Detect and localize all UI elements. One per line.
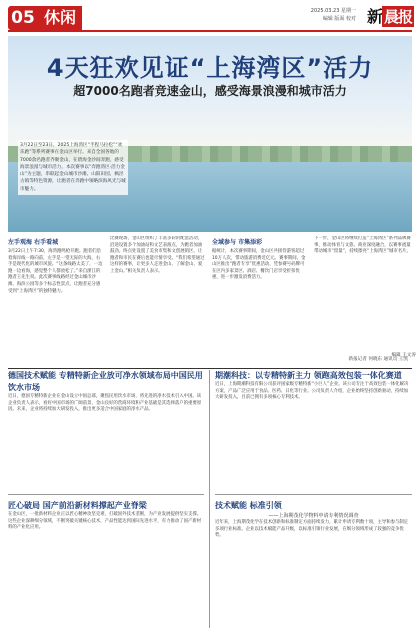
article-3-title: 匠心破局 国产前沿新材料撑起产业脊梁 xyxy=(8,501,147,510)
article-3 xyxy=(8,500,204,628)
lead-column-1 xyxy=(8,236,104,364)
masthead-badge: 晨报 xyxy=(383,8,412,26)
lead-subheading-1: 左手观海 右手看城 xyxy=(8,239,59,246)
article-1 xyxy=(8,370,204,486)
article-3-body: 在金山区，一批新材料企业正以匠心精神攻坚克难，打破国外技术垄断，为产业发展提供坚实支撑。这些企业深耕细分领域，不断突破关键核心技术，产品性能达到国际先进水平，有力推动了国产新材料的产业化应用。 xyxy=(8,512,202,531)
page-number: 05 xyxy=(8,6,38,30)
article-2-body: 近日，上海期潮科技有限公司获评国家级专精特新“小巨人”企业。该公司专注于高效包装一体化解决方案，产品广泛应用于食品、医药、日化等行业。公司负责人介绍，企业始终坚持创新驱动，持续加大研发投入，目前已拥有多项核心专利技术。 xyxy=(215,382,409,401)
column-divider xyxy=(209,370,210,628)
masthead-text: 新 xyxy=(366,7,382,26)
article-2 xyxy=(215,370,412,490)
article-divider-right xyxy=(215,494,412,495)
lead-byline: 新报记者 何晓东 通讯员 王凯 xyxy=(348,357,408,362)
lead-column-3 xyxy=(212,236,308,364)
editor-note: 编辑 王文涛 xyxy=(391,353,416,358)
lead-column-3-text: 据统计，本次赛事期间，金山区共接待游客超过10万人次，带动旅游消费近亿元。赛事期间，金山区推出“跑者专享”优惠活动，凭参赛号码牌可在区内多家景区、酒店、餐饮门店享受折扣优惠，进一步激发消费活力。 xyxy=(212,249,306,281)
date-line: 2025.03.23 星期一 xyxy=(310,8,356,14)
article-4-body: 近年来，上海期茂化学在技术创新和标准制定方面持续发力，累计申请专利数十项，主导和参与制定多项行业标准。企业以技术赋能产品升级，以标准引领行业发展，在细分领域形成了较强的竞争优势。 xyxy=(215,520,409,539)
lead-column-4-text: 下一步，金山区将继续打造“上海湾区”系列品牌赛事，推动体育与文旅、商业深度融合，以赛事流量带动城市“留量”，持续擦亮“上海湾区”城市名片。 xyxy=(314,236,411,255)
article-divider-left xyxy=(8,494,204,495)
lead-column-2 xyxy=(110,236,206,364)
lead-intro: 3月22日至23日，2025上海湾区“半程马拉松”“欢乐跑”等系列赛事在金山区举行。来自全国各地的7000余名跑者齐聚金山，在碧海金沙间奔跑，感受海景浪漫与城市活力。本次赛事以“奔跑湾区·活力金山”为主题，串联起金山城市沙滩、山阳田园、枫泾古镇等特色资源，让跑者在奔跑中领略滨海风光与城市魅力。 xyxy=(18,140,128,195)
article-4-subtitle: ——上海期茂化学物料申请专利情况调查 xyxy=(268,513,359,519)
lead-body xyxy=(8,236,412,366)
editor-line: 编辑 版面 校对 xyxy=(322,16,356,22)
article-4 xyxy=(215,500,412,628)
article-1-title: 德国技术赋能 专精特新企业放可净水领域布局中国民用饮水市场 xyxy=(8,371,203,392)
article-1-body: 近日，德国专精特新企业在金山设立中国总部，聚焦民用饮水市场，将先进的净水技术引入中国。该企业负责人表示，看好中国市场的广阔前景，金山良好的营商环境和产业基础是其选择落户的重要原因。未来，企业将持续加大研发投入，推出更多适合中国家庭的净水产品。 xyxy=(8,394,202,413)
bottom-articles xyxy=(8,370,412,634)
article-2-title: 期潮科技：以专精特新主力 领跑高效包装一体化赛道 xyxy=(215,371,402,380)
masthead-logo xyxy=(367,4,414,27)
lead-column-1-text: 3月22日上午7:30，海湾跑鸣枪开跑。跑者们沿着海岸线一路向前，左手是一望无际的大海，右手是现代化的城市风貌。“这条线路太美了，一边跑一边看海，感觉整个人都放松了。”来自浙江的跑者王先生说。此次赛事线路经过金山城市沙滩、海滨公园等多个标志性景点，让跑者充分感受到“上海湾区”的独特魅力。 xyxy=(8,249,103,294)
section-divider xyxy=(8,368,412,369)
header-meta xyxy=(311,7,356,23)
article-4-title: 技术赋能 标准引领 xyxy=(215,501,282,510)
section-label: 休闲 xyxy=(38,6,82,30)
lead-column-2-text: 比赛现场，金山区组织了丰富多彩的配套活动，沿途设置多个加油站和文艺表演点，为跑者加油鼓劲。终点处设置了美食市集和文创展销区，让跑者和市民在赛后也能尽情享受。“我们希望通过这样的赛事，让更多人走进金山、了解金山、爱上金山。”相关负责人表示。 xyxy=(110,236,205,274)
page-header xyxy=(0,0,420,34)
lead-column-4 xyxy=(314,236,412,364)
header-rule xyxy=(8,30,412,32)
lead-headline: 4天狂欢见证“上海湾区”活力 xyxy=(46,54,374,82)
lead-subheading-2: 全域参与 市集添彩 xyxy=(212,239,263,246)
lead-subhead: 超7000名跑者竞速金山，感受海景浪漫和城市活力 xyxy=(73,84,347,98)
